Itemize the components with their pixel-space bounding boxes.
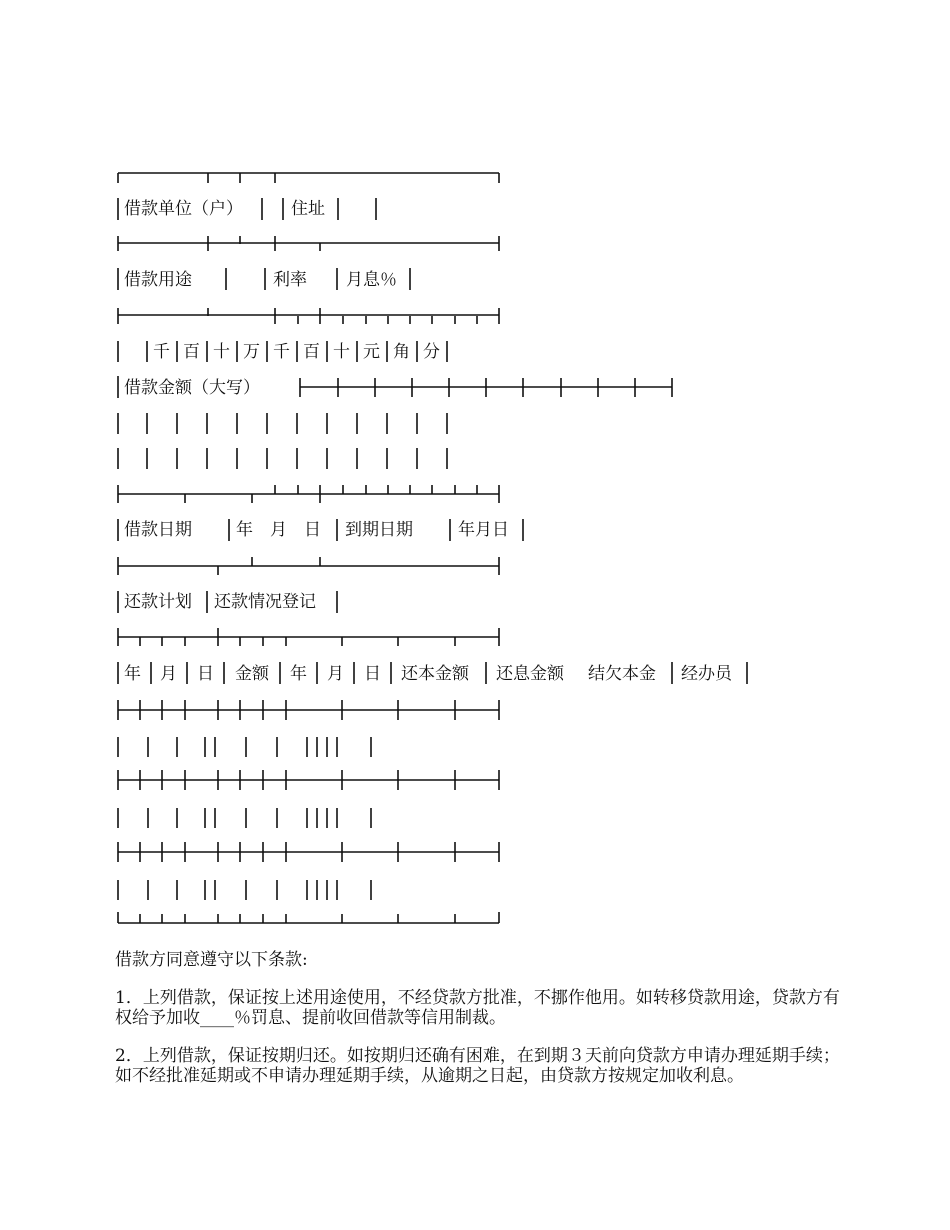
digit-unit: 千 <box>153 342 170 362</box>
col-month-2: 月 <box>327 664 344 684</box>
rate-label: 利率 <box>273 270 307 290</box>
col-day-2: 日 <box>364 664 381 684</box>
digit-unit: 十 <box>333 342 350 362</box>
repay-record-label: 还款情况登记 <box>214 592 316 612</box>
col-month: 月 <box>160 664 177 684</box>
digit-unit: 角 <box>393 342 410 362</box>
clause-2: 2．上列借款，保证按期归还。如按期归还确有困难，在到期３天前向贷款方申请办理延期手续；如不经批准延期或不申请办理延期手续，从逾期之日起，由贷款方按规定加收利息。 <box>115 1046 840 1086</box>
due-date-label: 到期日期 <box>345 520 413 540</box>
borrower-label: 借款单位（户） <box>124 199 243 219</box>
clause-1: 1．上列借款，保证按上述用途使用，不经贷款方批准，不挪作他用。如转移贷款用途，贷款方有权给予加收____％罚息、提前收回借款等信用制裁。 <box>115 988 840 1028</box>
col-day: 日 <box>197 664 214 684</box>
digit-unit: 万 <box>243 342 260 362</box>
col-year-2: 年 <box>290 664 307 684</box>
digit-unit: 千 <box>273 342 290 362</box>
col-principal-repaid: 还本金额 <box>401 664 469 684</box>
amount-upper-label: 借款金额（大写） <box>124 378 260 398</box>
purpose-label: 借款用途 <box>124 270 192 290</box>
digit-unit: 百 <box>183 342 200 362</box>
col-principal-owed: 结欠本金 <box>588 664 656 684</box>
terms-intro: 借款方同意遵守以下条款: <box>115 950 308 970</box>
digit-unit: 十 <box>213 342 230 362</box>
repay-plan-label: 还款计划 <box>124 592 192 612</box>
col-interest-repaid: 还息金额 <box>496 664 564 684</box>
due-date-ymd: 年月日 <box>458 520 509 540</box>
col-amount: 金额 <box>235 664 269 684</box>
digit-unit: 元 <box>363 342 380 362</box>
digit-unit: 百 <box>303 342 320 362</box>
col-year: 年 <box>124 664 141 684</box>
col-handler: 经办员 <box>681 664 732 684</box>
loan-date-ymd: 年 月 日 <box>236 520 321 540</box>
address-label: 住址 <box>291 199 325 219</box>
loan-date-label: 借款日期 <box>124 520 192 540</box>
monthly-interest-label: 月息％ <box>346 270 397 290</box>
digit-unit: 分 <box>423 342 440 362</box>
